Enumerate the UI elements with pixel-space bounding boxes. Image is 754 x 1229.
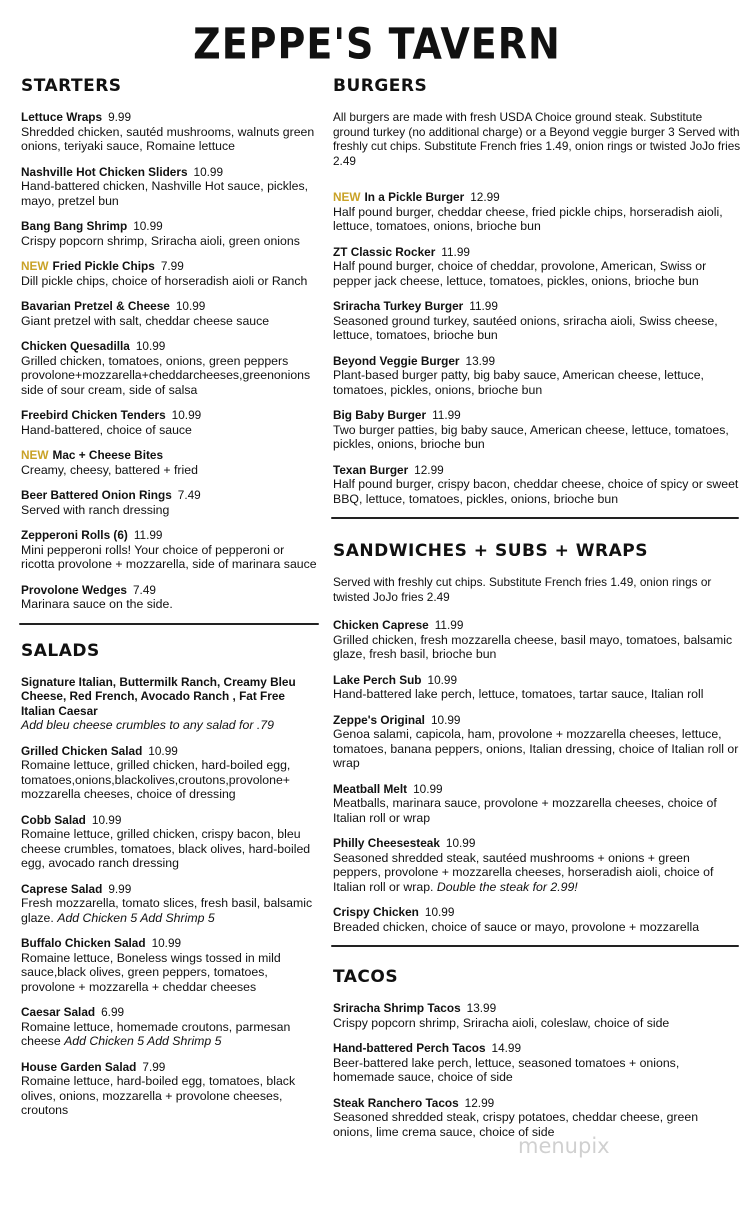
menu-item-title	[333, 354, 741, 369]
menu-item-name: House Garden Salad	[21, 1059, 137, 1074]
menu-item-title	[21, 744, 321, 759]
menu-item-name: Meatball Melt	[333, 781, 408, 796]
menu-item-title	[21, 448, 321, 463]
menu-item-title	[21, 936, 321, 951]
menu-item	[333, 245, 741, 289]
left-column	[21, 76, 321, 1129]
menu-item-description	[333, 633, 741, 662]
menu-item-price: 10.99	[175, 299, 206, 313]
menu-item-name: Steak Ranchero Tacos	[333, 1095, 459, 1110]
menu-item-description	[21, 758, 321, 802]
menu-item-title	[21, 259, 321, 274]
menu-item	[333, 299, 741, 343]
menu-item-description	[333, 796, 741, 825]
salads-heading: SALADS	[21, 640, 100, 661]
menu-item-price: 10.99	[171, 408, 202, 422]
menu-item-title	[21, 1005, 321, 1020]
menu-item-name: Hand-battered Perch Tacos	[333, 1041, 486, 1055]
menu-item-description	[21, 597, 321, 612]
menu-item-description-text: Mini pepperoni rolls! Your choice of pepperoni or ricotta provolone + mozzarella, side of marinara sauce	[21, 542, 317, 571]
menu-item-title	[21, 408, 321, 423]
menu-item-price: 12.99	[470, 190, 500, 204]
menu-item-price: 7.49	[132, 582, 156, 597]
menu-item	[333, 713, 741, 771]
menu-item-price: 10.99	[135, 339, 166, 353]
menu-item-price: 11.99	[441, 244, 470, 259]
menu-item	[21, 528, 321, 572]
menu-item-description-text: Romaine lettuce, homemade croutons, parmesan cheese	[21, 1019, 291, 1048]
menu-item-title	[333, 190, 741, 205]
menu-item-description-text: Crispy popcorn shrimp, Sriracha aioli, coleslaw, choice of side	[333, 1015, 670, 1030]
menu-item-price: 10.99	[424, 905, 455, 919]
menu-item	[21, 165, 321, 209]
menu-item-price: 12.99	[464, 1095, 495, 1110]
menu-item-name: Sriracha Turkey Burger	[333, 299, 464, 313]
menu-item-description	[333, 1056, 741, 1085]
sandwiches-section	[333, 541, 741, 947]
menu-item-description-text: Creamy, cheesy, battered + fried	[21, 462, 198, 477]
menu-item-title	[333, 408, 741, 423]
starters-heading: STARTERS	[21, 76, 122, 96]
menu-item-title	[333, 1096, 741, 1111]
menu-item-title	[333, 713, 741, 728]
menu-item-description	[333, 1016, 741, 1031]
menu-item	[21, 259, 321, 288]
menu-item-price: 7.99	[160, 259, 184, 273]
burgers-note: All burgers are made with fresh USDA Choice ground steak. Substitute ground turkey (no additional charge) or a Beyond veggie burger 3 Served with freshly cut chips. Substitute French fries 1.49, onion rings or twisted JoJo fries 2.49	[333, 110, 741, 168]
menu-item-title	[21, 339, 321, 354]
menu-item	[333, 905, 741, 934]
menu-item-description-text: Crispy popcorn shrimp, Sriracha aioli, green onions	[21, 233, 300, 248]
menu-item-name: Freebird Chicken Tenders	[21, 408, 166, 422]
menu-item-title	[21, 813, 321, 828]
menu-item-name: Beer Battered Onion Rings	[21, 488, 172, 502]
menu-item-price: 10.99	[193, 164, 224, 179]
salads-list	[21, 744, 321, 1118]
menu-item-name: Buffalo Chicken Salad	[21, 936, 146, 950]
menu-item-name: Lettuce Wraps	[21, 110, 103, 124]
menu-item-description	[21, 314, 321, 329]
menu-item-title	[333, 1041, 741, 1056]
menu-item	[21, 882, 321, 926]
menu-item-description	[333, 205, 741, 234]
menu-item-title	[21, 299, 321, 314]
menu-item-addon: Double the steak for 2.99!	[436, 879, 578, 894]
menu-item-description	[21, 354, 321, 398]
new-badge: NEW	[333, 190, 361, 204]
menu-item-name: Nashville Hot Chicken Sliders	[21, 164, 188, 179]
menu-item-description	[21, 423, 321, 438]
menu-item	[333, 673, 741, 702]
menu-item-name: Caesar Salad	[21, 1005, 96, 1019]
menu-item	[21, 583, 321, 612]
burgers-heading: BURGERS	[333, 76, 428, 96]
tacos-section	[333, 967, 741, 1139]
menu-item	[21, 408, 321, 437]
menu-item	[21, 1005, 321, 1049]
watermark: menupix	[518, 1134, 610, 1158]
menu-item-name: Texan Burger	[333, 462, 409, 477]
menu-item-description	[21, 463, 321, 478]
menu-item-name: Chicken Caprese	[333, 618, 429, 632]
menu-item	[21, 936, 321, 994]
burgers-list	[333, 190, 741, 506]
menu-item-description-text: Two burger patties, big baby sauce, American cheese, lettuce, tomatoes, pickles, onions, brioche bun	[333, 422, 729, 451]
menu-item-description-text: Romaine lettuce, grilled chicken, hard-boiled egg, tomatoes,onions,blackolives,croutons,provolone+ mozzarella cheeses, choice of dressing	[21, 758, 291, 801]
menu-item-description	[333, 259, 741, 288]
menu-item-description-text: Hand-battered, choice of sauce	[21, 422, 192, 437]
menu-item-name: Fried Pickle Chips	[52, 259, 155, 273]
menu-item-price: 9.99	[108, 881, 132, 896]
menu-item-title	[21, 165, 321, 180]
menu-item-price: 10.99	[430, 712, 461, 727]
menu-item-name: Zeppe's Original	[333, 712, 425, 727]
menu-item-title	[21, 1060, 321, 1075]
menu-item-description-text: Romaine lettuce, grilled chicken, crispy bacon, bleu cheese crumbles, tomatoes, black olives, hard-boiled egg, avocado ranch dressing	[21, 827, 311, 870]
menu-item-description	[21, 503, 321, 518]
menu-item-description-text: Fresh mozzarella, tomato slices, fresh basil, balsamic glaze.	[21, 896, 313, 925]
menu-item-price: 13.99	[465, 353, 496, 368]
tacos-list	[333, 1001, 741, 1139]
section-divider	[331, 517, 739, 519]
menu-item	[333, 1096, 741, 1140]
menu-item-description-text: Breaded chicken, choice of sauce or mayo, provolone + mozzarella	[333, 919, 700, 934]
menu-item-title	[333, 245, 741, 260]
menu-item-name: Beyond Veggie Burger	[333, 353, 460, 368]
menu-item-description	[21, 125, 321, 154]
menu-item-price: 10.99	[413, 781, 443, 796]
menu-item-name: Zepperoni Rolls (6)	[21, 528, 128, 542]
menu-item-description-text: Genoa salami, capicola, ham, provolone + mozzarella cheeses, lettuce, tomatoes, banana peppers, onions, Italian dressing, choice of Italian roll or wrap	[333, 727, 739, 770]
section-divider	[331, 945, 739, 947]
menu-item-price: 7.99	[142, 1059, 166, 1074]
menu-item-description	[333, 851, 741, 895]
menu-item-description	[21, 951, 321, 995]
menu-item-title	[333, 1001, 741, 1016]
menu-item-description-text: Beer-battered lake perch, lettuce, seasoned tomatoes + onions, homemade sauce, choice of side	[333, 1055, 680, 1084]
starters-section	[21, 76, 321, 625]
menu-item-price: 10.99	[133, 219, 163, 233]
menu-item-price: 12.99	[414, 462, 444, 477]
menu-item-description-text: Half pound burger, cheddar cheese, fried pickle chips, horseradish aioli, lettuce, tomatoes, onions, brioche bun	[333, 204, 723, 233]
menu-item	[21, 339, 321, 397]
menu-item-description	[333, 368, 741, 397]
new-badge: NEW	[21, 259, 49, 273]
menu-item-description-text: Served with ranch dressing	[21, 502, 170, 517]
menu-item-description	[21, 1020, 321, 1049]
menu-item-name: Cobb Salad	[21, 812, 86, 827]
menu-item-title	[21, 583, 321, 598]
menu-item	[21, 813, 321, 871]
menu-item-price: 10.99	[91, 812, 122, 827]
menu-item-name: Lake Perch Sub	[333, 672, 422, 687]
menu-item-description-text: Marinara sauce on the side.	[21, 597, 173, 611]
menu-item-price: 7.49	[177, 488, 201, 502]
menu-item-name: Mac + Cheese Bites	[52, 448, 164, 462]
new-badge: NEW	[21, 448, 49, 462]
menu-item-description-text: Seasoned ground turkey, sautéed onions, sriracha aioli, Swiss cheese, lettuce, tomatoes, brioche bun	[333, 313, 718, 342]
menu-item-description-text: Hand-battered chicken, Nashville Hot sauce, pickles, mayo, pretzel bun	[21, 179, 309, 208]
menu-item-description-text: Half pound burger, choice of cheddar, provolone, American, Swiss or pepper jack cheese, lettuce, tomatoes, pickles, onions, brioche bun	[333, 259, 707, 288]
menu-item-price: 10.99	[151, 936, 182, 950]
menu-item-price: 10.99	[427, 672, 458, 687]
menu-item-name: Provolone Wedges	[21, 582, 127, 597]
menu-item-description	[21, 827, 321, 871]
dressings-list: Signature Italian, Buttermilk Ranch, Creamy Bleu Cheese, Red French, Avocado Ranch , Fat Free Italian Caesar	[21, 674, 296, 718]
salads-section	[21, 641, 321, 1118]
menu-item-name: Bang Bang Shrimp	[21, 219, 128, 233]
menu-item	[21, 744, 321, 802]
menu-item-name: ZT Classic Rocker	[333, 244, 436, 259]
menu-item	[21, 219, 321, 248]
section-divider	[19, 623, 319, 625]
right-column	[333, 76, 741, 1150]
menu-item-title	[333, 836, 741, 851]
menu-item-price: 11.99	[469, 299, 498, 313]
menu-item-price: 10.99	[445, 836, 476, 850]
menu-item-description-text: Hand-battered lake perch, lettuce, tomatoes, tartar sauce, Italian roll	[333, 687, 704, 701]
menu-title: ZEPPE'S TAVERN	[193, 19, 561, 69]
menu-item-name: Big Baby Burger	[333, 408, 427, 422]
menu-item-price: 11.99	[432, 408, 461, 422]
menu-item-name: Crispy Chicken	[333, 905, 419, 919]
menu-item-description	[21, 179, 321, 208]
menu-item-title	[333, 463, 741, 478]
menu-item-title	[21, 110, 321, 125]
tacos-heading: TACOS	[333, 967, 399, 987]
menu-item-name: Sriracha Shrimp Tacos	[333, 1001, 461, 1015]
menu-item-description-text: Half pound burger, crispy bacon, cheddar cheese, choice of spicy or sweet BBQ, lettuce, tomatoes, pickles, onions, brioche bun	[333, 477, 739, 506]
menu-item-name: Philly Cheesesteak	[333, 836, 440, 850]
menu-item-price: 14.99	[491, 1041, 522, 1055]
menu-item-description-text: Seasoned shredded steak, sautéed mushrooms + onions + green peppers, provolone + mozzarella cheeses, horseradish aioli, choice of Italian roll or wrap.	[333, 850, 714, 894]
menu-item	[333, 1001, 741, 1030]
menu-item-description	[21, 1074, 321, 1118]
menu-item	[333, 1041, 741, 1085]
menu-item-description-text: Dill pickle chips, choice of horseradish aioli or Ranch	[21, 273, 308, 288]
menu-item-description	[333, 477, 741, 506]
menu-item	[333, 782, 741, 826]
menu-item-title	[333, 299, 741, 314]
menu-item-title	[21, 488, 321, 503]
menu-item-description-text: Grilled chicken, fresh mozzarella cheese, basil mayo, tomatoes, balsamic glaze, fresh basil, brioche bun	[333, 632, 733, 661]
dressings-note: Add bleu cheese crumbles to any salad for .79	[21, 718, 274, 732]
menu-item-name: In a Pickle Burger	[364, 190, 465, 204]
menu-item	[21, 299, 321, 328]
menu-item-description-text: Romaine lettuce, Boneless wings tossed in mild sauce,black olives, green peppers, tomatoes, provolone + mozzarella + cheddar cheeses	[21, 950, 281, 994]
menu-item-title	[333, 782, 741, 797]
menu-item-description-text: Meatballs, marinara sauce, provolone + mozzarella cheeses, choice of Italian roll or wrap	[333, 796, 717, 825]
menu-item-description	[333, 314, 741, 343]
menu-item-addon: Add Chicken 5 Add Shrimp 5	[64, 1034, 222, 1048]
burgers-section	[333, 76, 741, 519]
menu-item-price: 13.99	[466, 1001, 497, 1015]
menu-item	[333, 190, 741, 234]
sandwiches-heading: SANDWICHES + SUBS + WRAPS	[333, 541, 648, 561]
menu-item	[21, 448, 321, 477]
menu-item-description	[21, 234, 321, 249]
menu-item-addon: Add Chicken 5 Add Shrimp 5	[57, 910, 215, 925]
menu-item-price: 10.99	[148, 743, 178, 758]
menu-item-description-text: Grilled chicken, tomatoes, onions, green peppers provolone+mozzarella+cheddarcheeses,greenonions side of sour cream, side of salsa	[21, 353, 311, 397]
menu-item-name: Bavarian Pretzel & Cheese	[21, 299, 170, 313]
menu-item-name: Chicken Quesadilla	[21, 339, 130, 353]
menu-item-title	[333, 618, 741, 633]
menu-item-price: 6.99	[101, 1005, 125, 1019]
menu-item	[333, 836, 741, 894]
menu-item-title	[21, 528, 321, 543]
menu-item	[333, 463, 741, 507]
salad-dressings	[21, 675, 321, 733]
menu-item-description	[21, 274, 321, 289]
menu-item-description	[21, 896, 321, 925]
menu-item-title	[333, 905, 741, 920]
menu-item-description-text: Shredded chicken, sautéd mushrooms, walnuts green onions, teriyaki sauce, Romaine lettuce	[21, 124, 315, 153]
sandwiches-list	[333, 618, 741, 934]
menu-item-description-text: Giant pretzel with salt, cheddar cheese sauce	[21, 313, 270, 328]
menu-item	[333, 618, 741, 662]
menu-item-title	[333, 673, 741, 688]
menu-item	[333, 408, 741, 452]
sandwiches-note: Served with freshly cut chips. Substitute French fries 1.49, onion rings or twisted JoJo fries 2.49	[333, 575, 712, 604]
menu-item-description	[21, 543, 321, 572]
menu-item-title	[21, 219, 321, 234]
menu-item-description-text: Romaine lettuce, hard-boiled egg, tomatoes, black olives, onions, mozzarella + provolone cheeses, croutons	[21, 1074, 296, 1117]
menu-item-description	[333, 423, 741, 452]
menu-item-price: 11.99	[434, 618, 464, 632]
starters-list	[21, 110, 321, 612]
menu-item	[333, 354, 741, 398]
menu-item-description	[333, 727, 741, 771]
menu-item-name: Grilled Chicken Salad	[21, 743, 143, 758]
menu-item-name: Caprese Salad	[21, 881, 103, 896]
menu-item	[21, 1060, 321, 1118]
menu-item-description	[333, 920, 741, 935]
menu-item-title	[21, 882, 321, 897]
menu-item	[21, 110, 321, 154]
menu-item	[21, 488, 321, 517]
menu-item-description-text: Plant-based burger patty, big baby sauce, American cheese, lettuce, tomatoes, pickles, onions, brioche bun	[333, 368, 704, 397]
menu-item-description	[333, 687, 741, 702]
menu-item-price: 11.99	[133, 528, 163, 542]
menu-item-price: 9.99	[108, 110, 132, 124]
menu-item-description-text: Seasoned shredded steak, crispy potatoes, cheddar cheese, green onions, lime crema sauce, choice of side	[333, 1110, 699, 1139]
